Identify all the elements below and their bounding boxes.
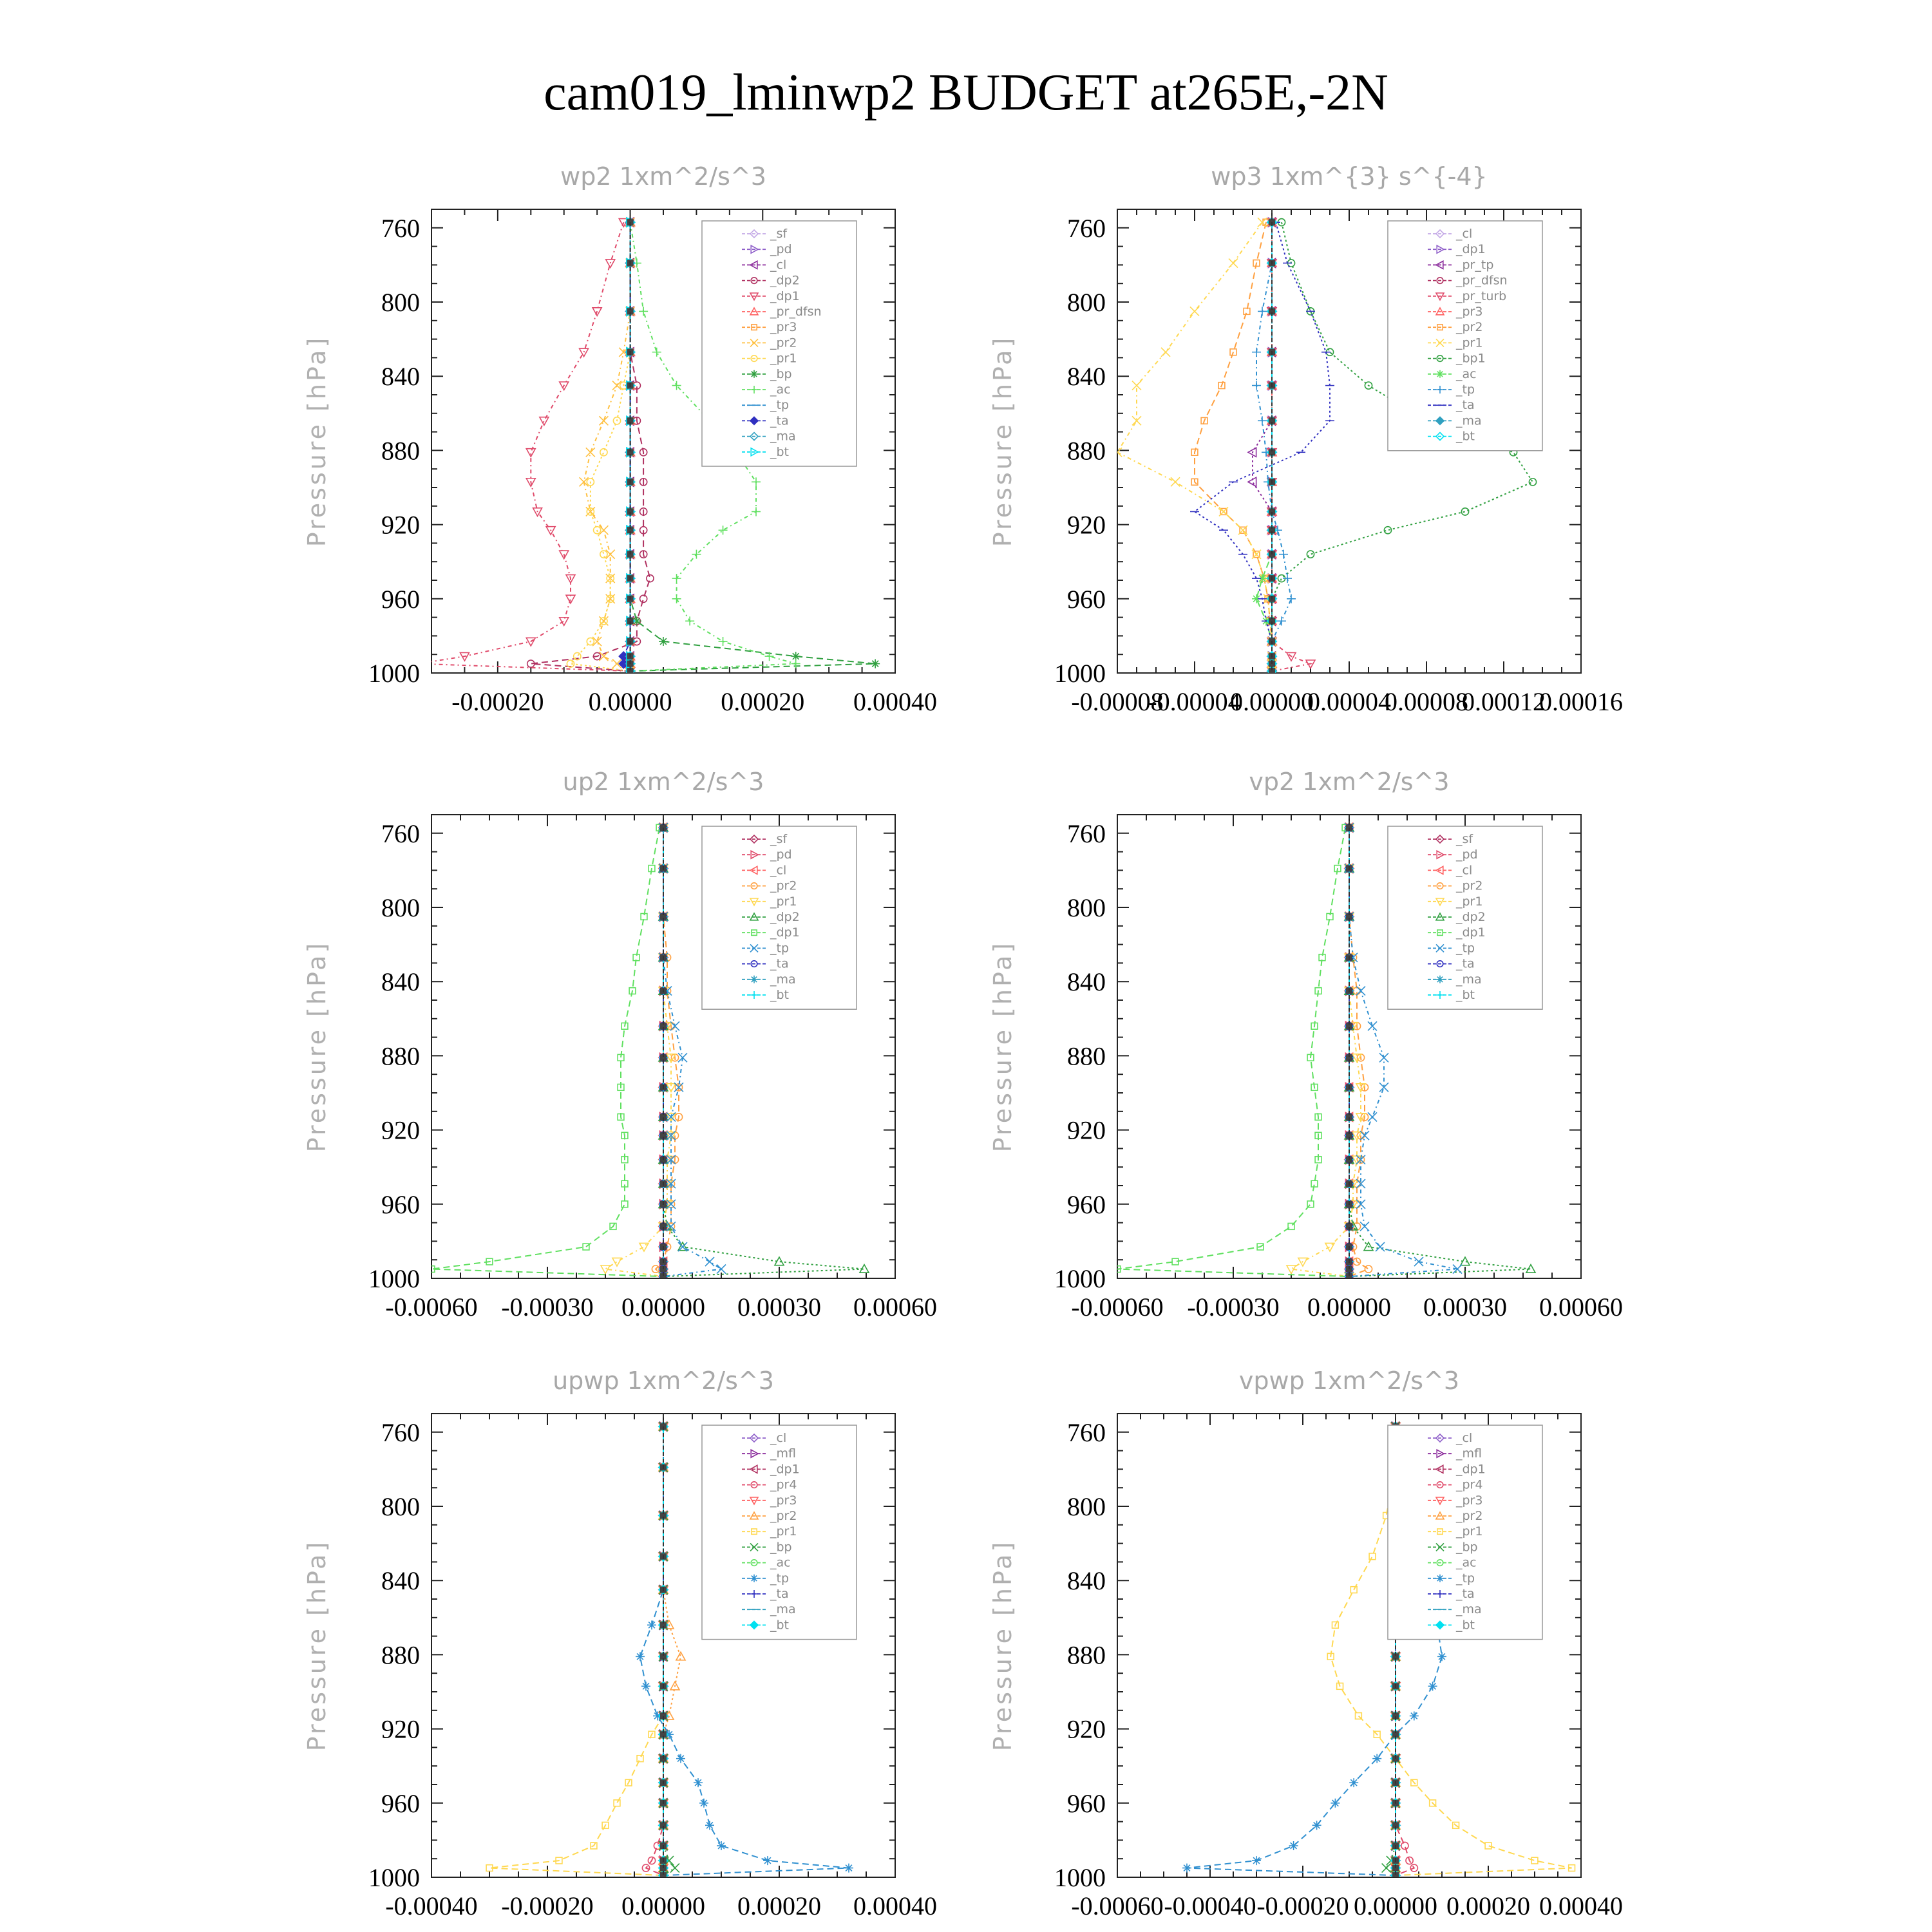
legend-entry: _ta <box>1456 398 1475 413</box>
data-point-pr1 <box>1229 259 1238 268</box>
series-line-tp <box>1256 222 1291 671</box>
legend-entry: _tp <box>1456 941 1475 956</box>
legend-marker <box>1436 976 1444 983</box>
x-tick-label: 0.00000 <box>1307 1293 1391 1321</box>
legend-entry: _dp1 <box>770 1462 800 1477</box>
y-tick-label: 1000 <box>1054 1264 1106 1293</box>
legend-entry: _pr2 <box>1456 320 1483 335</box>
data-point-tp <box>1356 987 1365 996</box>
y-axis-label: Pressure [hPa] <box>303 335 331 547</box>
series-line-pr1 <box>571 222 630 671</box>
data-point-pr1 <box>1485 1842 1492 1849</box>
x-tick-label: -0.00020 <box>1256 1891 1349 1920</box>
data-point-pr2 <box>1365 1265 1372 1273</box>
series-line-pr1 <box>489 1426 663 1875</box>
legend-entry: _ma <box>1456 972 1482 987</box>
x-tick-label: -0.00004 <box>1148 687 1241 716</box>
legend-entry: _dp1 <box>770 925 800 940</box>
data-point-pr1 <box>1190 307 1199 316</box>
legend-entry: _pr2 <box>770 878 797 893</box>
y-tick-label: 920 <box>381 1115 420 1145</box>
data-point-tp <box>705 1821 714 1830</box>
y-tick-label: 840 <box>381 967 420 997</box>
legend-entry: _cl <box>1456 863 1473 878</box>
x-tick-label: 0.00000 <box>621 1293 705 1321</box>
y-axis-label: Pressure [hPa] <box>303 940 331 1153</box>
data-point-tp <box>1379 1083 1388 1092</box>
x-tick-label: 0.00020 <box>1446 1891 1530 1920</box>
data-point-ac <box>672 574 681 583</box>
data-point-pr2 <box>586 448 595 457</box>
legend-entry: _dp1 <box>1456 925 1486 940</box>
series-line-dp1 <box>1117 828 1349 1276</box>
data-point-tp <box>1279 550 1288 559</box>
legend-entry: _pr_dfsn <box>770 305 822 319</box>
legend-entry: _pr2 <box>770 1509 797 1523</box>
data-point-pr1 <box>600 449 607 456</box>
data-point-tp <box>1376 1242 1385 1251</box>
data-point-tp <box>699 1799 708 1808</box>
series-line-pr1 <box>1291 828 1361 1276</box>
y-tick-label: 800 <box>1067 288 1106 317</box>
data-point-ac <box>672 594 681 603</box>
legend-entry: _ac <box>770 1555 791 1570</box>
legend-entry: _dp2 <box>1456 910 1486 924</box>
legend-entry: _bt <box>1456 988 1475 1002</box>
legend-entry: _pr_turb <box>1456 289 1507 303</box>
data-point-bp <box>670 1864 679 1873</box>
legend-entry: _ma <box>1456 413 1482 428</box>
y-tick-label: 920 <box>1067 510 1106 540</box>
x-tick-label: 0.00000 <box>621 1891 705 1920</box>
data-point-tp <box>1277 616 1286 625</box>
y-tick-label: 880 <box>1067 1640 1106 1670</box>
legend-entry: _dp1 <box>1456 1462 1486 1477</box>
legend-entry: _pr1 <box>1456 1524 1483 1539</box>
data-point-dp1 <box>606 260 615 268</box>
data-point-tp <box>1182 1864 1191 1873</box>
series-line-dp1 <box>431 828 663 1276</box>
data-point-tp <box>641 1681 650 1690</box>
data-point-dp1 <box>580 348 589 357</box>
x-tick-label: -0.00008 <box>1071 687 1164 716</box>
x-tick-label: -0.00020 <box>451 687 544 716</box>
chart-panel-4 <box>989 768 1623 1321</box>
legend-entry: _bp <box>770 1540 792 1555</box>
data-point-tp <box>694 1778 703 1787</box>
data-point-tp <box>1372 1754 1381 1763</box>
data-point-tp <box>1356 1200 1365 1209</box>
y-tick-label: 960 <box>381 1189 420 1219</box>
data-point-tp <box>844 1864 853 1873</box>
legend-entry: _ta <box>770 1587 789 1601</box>
legend-entry: _pd <box>1456 848 1478 862</box>
data-point-ac <box>752 507 761 516</box>
legend-entry: _pr3 <box>770 1493 797 1508</box>
data-point-tp <box>1368 1021 1377 1030</box>
legend <box>1388 221 1542 451</box>
panel-title: upwp 1xm^2/s^3 <box>553 1367 774 1395</box>
x-tick-label: -0.00060 <box>385 1293 478 1321</box>
y-tick-label: 760 <box>381 213 420 243</box>
data-point-dp1 <box>526 449 535 457</box>
data-point-pr1 <box>614 1800 620 1806</box>
legend-entry: _bp1 <box>1456 351 1486 366</box>
data-point-dp1 <box>621 1201 628 1208</box>
data-point-bp1 <box>1461 508 1468 515</box>
y-tick-label: 920 <box>381 1714 420 1744</box>
y-tick-label: 880 <box>381 1041 420 1071</box>
series-line-bp <box>663 1426 675 1875</box>
panel-title: vpwp 1xm^2/s^3 <box>1238 1367 1460 1395</box>
chart-panel-1 <box>303 162 937 716</box>
data-point-tp <box>1258 416 1267 425</box>
y-tick-label: 880 <box>1067 1041 1106 1071</box>
legend-entry: _tp <box>770 1571 790 1586</box>
x-tick-label: 0.00040 <box>1539 1891 1623 1920</box>
y-tick-label: 1000 <box>368 659 420 688</box>
y-tick-label: 800 <box>1067 893 1106 922</box>
series-line-pr_turb <box>1272 222 1311 671</box>
x-tick-label: -0.00030 <box>501 1293 594 1321</box>
legend-entry: _bt <box>770 1618 790 1633</box>
legend-entry: _sf <box>1456 832 1473 846</box>
data-point-tp <box>1289 1841 1298 1850</box>
y-tick-label: 760 <box>1067 819 1106 848</box>
x-tick-label: 0.00040 <box>853 1891 937 1920</box>
legend-entry: _bp <box>1456 1540 1478 1555</box>
panel-title: wp3 1xm^{3} s^{-4} <box>1211 162 1488 191</box>
data-point-ac <box>791 659 800 668</box>
legend-marker <box>1436 1575 1444 1582</box>
legend-entry: _dp2 <box>770 910 800 924</box>
y-tick-label: 920 <box>1067 1714 1106 1744</box>
y-tick-label: 960 <box>381 584 420 614</box>
series-line-pr2 <box>584 222 630 671</box>
data-point-tp <box>717 1841 726 1850</box>
legend-entry: _pr1 <box>770 894 797 909</box>
y-tick-label: 960 <box>1067 584 1106 614</box>
data-point-bp <box>871 659 880 668</box>
data-point-tp <box>1428 1681 1437 1690</box>
legend-entry: _tp <box>770 941 790 956</box>
legend-entry: _pr1 <box>770 351 797 366</box>
legend-entry: _ta <box>1456 956 1475 971</box>
legend-entry: _bt <box>1456 429 1475 444</box>
x-tick-label: 0.00008 <box>1385 687 1468 716</box>
data-point-pr1 <box>637 1756 643 1762</box>
series-line-pr1 <box>1117 222 1272 671</box>
y-axis-label: Pressure [hPa] <box>989 1539 1017 1752</box>
x-tick-label: -0.00030 <box>1187 1293 1280 1321</box>
legend-entry: _cl <box>770 258 787 272</box>
legend <box>702 221 857 466</box>
data-point-tp <box>1360 1131 1369 1140</box>
series-line-pr2 <box>1195 222 1272 671</box>
data-point-pr1 <box>1171 477 1180 486</box>
y-tick-label: 800 <box>381 1492 420 1521</box>
panels <box>303 162 1623 1920</box>
legend-entry: _pr2 <box>1456 878 1483 893</box>
legend-entry: _dp1 <box>1456 242 1486 257</box>
legend <box>702 1425 857 1640</box>
data-point-bp1 <box>1529 478 1536 486</box>
legend-entry: _tp <box>770 398 790 413</box>
data-point-tp <box>1349 1778 1358 1787</box>
legend-entry: _ac <box>770 383 791 397</box>
x-tick-label: 0.00000 <box>588 687 672 716</box>
data-point-ac <box>685 616 694 625</box>
y-tick-label: 840 <box>381 1566 420 1596</box>
y-tick-label: 840 <box>1067 1566 1106 1596</box>
x-tick-label: 0.00040 <box>853 687 937 716</box>
legend-entry: _cl <box>770 863 787 878</box>
data-point-tp <box>1252 348 1261 357</box>
panel-title: wp2 1xm^2/s^3 <box>560 162 766 191</box>
data-point-tp <box>1252 1856 1261 1865</box>
data-point-pr1 <box>1531 1857 1538 1864</box>
data-point-tp <box>1360 1222 1369 1231</box>
legend-entry: _pr3 <box>1456 305 1483 319</box>
legend-entry: _pd <box>770 848 792 862</box>
x-tick-label: 0.00060 <box>853 1293 937 1321</box>
y-tick-label: 960 <box>1067 1189 1106 1219</box>
data-point-ac <box>752 477 761 486</box>
legend-entry: _pr3 <box>770 320 797 335</box>
data-point-pr1 <box>1132 416 1141 425</box>
legend <box>1388 826 1542 1009</box>
legend-entry: _pr1 <box>1456 336 1483 350</box>
y-tick-label: 1000 <box>1054 1863 1106 1892</box>
legend-entry: _ta <box>1456 1587 1475 1601</box>
data-point-ac <box>652 348 661 357</box>
y-tick-label: 960 <box>1067 1788 1106 1818</box>
legend-entry: _cl <box>770 1431 787 1445</box>
legend-entry: _pr3 <box>1456 1493 1483 1508</box>
legend <box>702 826 857 1009</box>
data-point-pr4 <box>1401 1842 1408 1849</box>
data-point-tp <box>1437 1652 1446 1661</box>
data-point-tp <box>1410 1711 1419 1720</box>
data-point-pr1 <box>600 551 607 558</box>
data-point-tp <box>647 1620 656 1629</box>
y-tick-label: 760 <box>381 819 420 848</box>
legend-marker <box>750 370 758 378</box>
y-tick-label: 760 <box>1067 213 1106 243</box>
legend-entry: _sf <box>770 832 788 846</box>
legend-entry: _pr4 <box>770 1477 797 1492</box>
x-tick-label: 0.00020 <box>721 687 805 716</box>
legend-entry: _bt <box>770 988 790 1002</box>
y-tick-label: 840 <box>1067 362 1106 392</box>
data-point-dp2 <box>640 595 647 602</box>
legend-entry: _dp1 <box>770 289 800 303</box>
y-tick-label: 800 <box>381 893 420 922</box>
chart-panel-6 <box>989 1367 1623 1920</box>
y-tick-label: 800 <box>1067 1492 1106 1521</box>
series-line-ta <box>1195 222 1330 671</box>
data-point-tp <box>676 1754 685 1763</box>
data-point-tp <box>705 1257 714 1266</box>
data-point-tp <box>1331 1799 1340 1808</box>
legend-entry: _tp <box>1456 383 1475 397</box>
data-point-tp <box>1379 1053 1388 1062</box>
series-line-ac <box>1256 222 1272 671</box>
y-tick-label: 920 <box>381 510 420 540</box>
chart-panel-3 <box>303 768 937 1321</box>
legend-entry: _pr1 <box>770 1524 797 1539</box>
legend <box>1388 1425 1542 1640</box>
data-point-pr1 <box>1161 348 1170 357</box>
x-tick-label: 0.00000 <box>1230 687 1314 716</box>
y-tick-label: 760 <box>381 1417 420 1447</box>
data-point-dp1 <box>566 595 575 603</box>
legend-marker <box>750 1575 758 1582</box>
x-tick-label: -0.00060 <box>1071 1891 1164 1920</box>
y-tick-label: 1000 <box>1054 659 1106 688</box>
y-tick-label: 840 <box>381 362 420 392</box>
x-tick-label: -0.00020 <box>501 1891 594 1920</box>
figure-title: cam019_lminwp2 BUDGET at265E,-2N <box>544 64 1388 121</box>
legend-entry: _tp <box>1456 1571 1475 1586</box>
legend-entry: _sf <box>770 227 788 241</box>
legend-entry: _ta <box>770 413 789 428</box>
y-tick-label: 880 <box>381 436 420 466</box>
data-point-dp1 <box>540 417 549 426</box>
legend-entry: _ma <box>770 972 796 987</box>
legend-entry: _mfl <box>770 1446 796 1461</box>
y-axis-label: Pressure [hPa] <box>303 1539 331 1752</box>
x-tick-label: 0.00012 <box>1462 687 1546 716</box>
y-tick-label: 1000 <box>368 1264 420 1293</box>
chart-panel-2 <box>989 162 1623 716</box>
y-tick-label: 880 <box>1067 436 1106 466</box>
x-tick-label: 0.00030 <box>737 1293 821 1321</box>
series-line-pr1 <box>605 828 671 1276</box>
data-point-tp <box>1287 594 1296 603</box>
data-point-tp <box>1258 307 1267 316</box>
data-point-pr1 <box>1258 218 1267 227</box>
data-point-pr2 <box>1244 308 1250 315</box>
data-point-tp <box>717 1265 726 1274</box>
x-tick-label: 0.00030 <box>1423 1293 1507 1321</box>
y-tick-label: 960 <box>381 1788 420 1818</box>
x-tick-label: -0.00060 <box>1071 1293 1164 1321</box>
legend-entry: _pr2 <box>1456 1509 1483 1523</box>
data-point-tp <box>670 1021 679 1030</box>
x-tick-label: 0.00020 <box>737 1891 821 1920</box>
legend-entry: _ta <box>770 956 789 971</box>
data-point-dp2 <box>647 575 654 582</box>
x-tick-label: 0.00000 <box>1354 1891 1437 1920</box>
data-point-ac <box>719 526 728 535</box>
legend-entry: _bt <box>1456 1618 1475 1633</box>
panel-title: up2 1xm^2/s^3 <box>562 768 764 796</box>
data-point-pr1 <box>639 1243 649 1251</box>
data-point-ac <box>719 637 728 646</box>
y-tick-label: 840 <box>1067 967 1106 997</box>
data-point-tp <box>636 1652 645 1661</box>
legend-entry: _pr_tp <box>1456 258 1494 272</box>
chart-panel-5 <box>303 1367 937 1920</box>
data-point-bp1 <box>1307 551 1314 558</box>
legend-entry: _pr1 <box>1456 894 1483 909</box>
y-tick-label: 800 <box>381 288 420 317</box>
legend-entry: _cl <box>1456 1431 1473 1445</box>
legend-entry: _ma <box>770 1602 796 1617</box>
x-tick-label: 0.00016 <box>1539 687 1623 716</box>
legend-entry: _dp2 <box>770 273 800 288</box>
series-line-pr2 <box>663 1426 681 1875</box>
x-tick-label: 0.00060 <box>1539 1293 1623 1321</box>
series-line-pr4 <box>646 1426 663 1875</box>
legend-entry: _ac <box>1456 1555 1477 1570</box>
series-line-ta <box>623 222 630 671</box>
y-tick-label: 920 <box>1067 1115 1106 1145</box>
legend-entry: _pr_dfsn <box>1456 273 1508 288</box>
x-tick-label: 0.00004 <box>1307 687 1391 716</box>
data-point-tp <box>1312 1821 1321 1830</box>
data-point-pr1 <box>1369 1553 1376 1560</box>
legend-entry: _bt <box>770 444 790 459</box>
data-point-pr2 <box>599 416 608 425</box>
legend-marker <box>750 976 758 983</box>
data-point-tp <box>1252 381 1261 390</box>
y-axis-label: Pressure [hPa] <box>989 940 1017 1153</box>
legend-entry: _ma <box>770 429 796 444</box>
legend-entry: _bp <box>770 366 792 381</box>
y-axis-label: Pressure [hPa] <box>989 335 1017 547</box>
panel-title: vp2 1xm^2/s^3 <box>1249 768 1450 796</box>
legend-marker <box>1436 370 1444 378</box>
x-tick-label: -0.00040 <box>385 1891 478 1920</box>
y-tick-label: 760 <box>1067 1417 1106 1447</box>
y-tick-label: 880 <box>381 1640 420 1670</box>
legend-entry: _pr4 <box>1456 1477 1483 1492</box>
y-tick-label: 1000 <box>368 1863 420 1892</box>
x-tick-label: -0.00040 <box>1164 1891 1256 1920</box>
legend-entry: _pr2 <box>770 336 797 350</box>
data-point-pr1 <box>1325 1243 1334 1251</box>
legend-entry: _ma <box>1456 1602 1482 1617</box>
legend-entry: _pd <box>770 242 792 257</box>
series-line-dp1 <box>418 222 630 671</box>
legend-entry: _mfl <box>1456 1446 1482 1461</box>
data-point-dp1 <box>560 618 569 626</box>
data-point-tp <box>763 1856 772 1865</box>
legend-entry: _ac <box>1456 366 1477 381</box>
data-point-ac <box>639 307 648 316</box>
data-point-tp <box>1368 1112 1377 1121</box>
legend-entry: _cl <box>1456 227 1473 241</box>
